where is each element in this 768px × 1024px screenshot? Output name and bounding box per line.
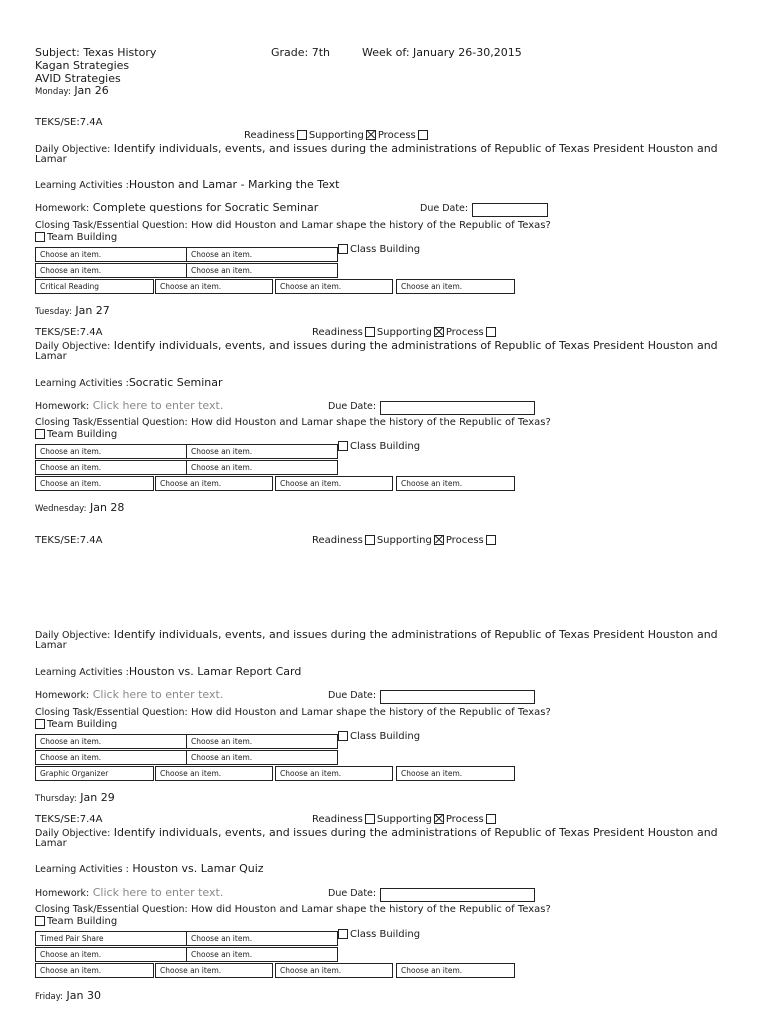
daily-objective-cont: Lamar [35, 154, 67, 165]
avid-dropdown[interactable]: Choose an item. [275, 279, 393, 294]
avid-dropdown[interactable]: Choose an item. [396, 963, 515, 978]
process-checkbox[interactable] [486, 535, 496, 545]
thursday-standard-type: Readiness Supporting Process [312, 814, 498, 825]
team-building: Team Building [35, 916, 117, 927]
homework: Homework: Complete questions for Socratic Seminar [35, 201, 319, 214]
avid-dropdown[interactable]: Choose an item. [155, 766, 273, 781]
closing-task: Closing Task/Essential Question: How did Houston and Lamar shape the history of the Republic of Texas? [35, 417, 551, 428]
avid-dropdown[interactable]: Choose an item. [35, 963, 154, 978]
team-building-checkbox[interactable] [35, 232, 45, 242]
class-building: Class Building [338, 441, 420, 452]
strategy-dropdown[interactable]: Choose an item. [35, 734, 187, 749]
strategy-dropdown[interactable]: Choose an item. [186, 734, 338, 749]
due-date-field[interactable] [380, 690, 535, 704]
class-building: Class Building [338, 929, 420, 940]
learning-activities: Learning Activities : Houston vs. Lamar Quiz [35, 862, 264, 875]
closing-task: Closing Task/Essential Question: How did Houston and Lamar shape the history of the Republic of Texas? [35, 220, 551, 231]
team-building: Team Building [35, 429, 117, 440]
process-checkbox[interactable] [418, 130, 428, 140]
class-building-checkbox[interactable] [338, 441, 348, 451]
subject-text: Subject: Texas History [35, 46, 157, 59]
wednesday-heading: Wednesday: Jan 28 [35, 501, 125, 514]
monday-heading [35, 84, 109, 97]
due-date-label: Due Date: [328, 401, 377, 412]
strategy-dropdown[interactable]: Choose an item. [35, 947, 187, 962]
supporting-checkbox[interactable] [434, 814, 444, 824]
strategy-dropdown[interactable]: Choose an item. [35, 460, 187, 475]
teks-label: TEKS/SE:7.4A [35, 814, 103, 825]
avid-dropdown[interactable]: Choose an item. [396, 279, 515, 294]
avid-dropdown[interactable]: Graphic Organizer [35, 766, 154, 781]
team-building-checkbox[interactable] [35, 719, 45, 729]
avid-dropdown[interactable]: Choose an item. [35, 476, 154, 491]
learning-activities-field[interactable]: Houston vs. Lamar Report Card [128, 665, 302, 678]
due-date-field[interactable] [380, 401, 535, 415]
avid-dropdown[interactable]: Critical Reading [35, 279, 154, 294]
learning-activities: Learning Activities :Houston and Lamar - Marking the Text [35, 178, 340, 191]
homework-field[interactable]: Complete questions for Socratic Seminar [92, 201, 319, 214]
thursday-heading: Thursday: Jan 29 [35, 791, 115, 804]
daily-objective: Daily Objective: Identify individuals, events, and issues during the administrations of Republic of Texas President Houston and [35, 339, 718, 352]
daily-objective: Daily Objective: Identify individuals, events, and issues during the administrations of Republic of Texas President Houston and [35, 142, 718, 155]
class-building: Class Building [338, 244, 420, 255]
homework-field[interactable]: Click here to enter text. [92, 399, 224, 412]
learning-activities: Learning Activities :Socratic Seminar [35, 376, 223, 389]
teks-label: TEKS/SE:7.4A [35, 117, 103, 128]
avid-strategies-heading: AVID Strategies [35, 72, 121, 85]
supporting-checkbox[interactable] [434, 327, 444, 337]
due-date-label: Due Date: [328, 888, 377, 899]
teks-label: TEKS/SE:7.4A [35, 535, 103, 546]
readiness-checkbox[interactable] [297, 130, 307, 140]
strategy-dropdown[interactable]: Choose an item. [186, 931, 338, 946]
day-label: Monday: [35, 87, 71, 97]
closing-task: Closing Task/Essential Question: How did Houston and Lamar shape the history of the Republic of Texas? [35, 707, 551, 718]
daily-objective: Daily Objective: Identify individuals, events, and issues during the administrations of Republic of Texas President Houston and [35, 628, 718, 641]
tuesday-heading: Tuesday: Jan 27 [35, 304, 110, 317]
avid-dropdown[interactable]: Choose an item. [396, 766, 515, 781]
grade-text: Grade: 7th [271, 46, 331, 59]
class-building-checkbox[interactable] [338, 244, 348, 254]
tuesday-standard-type: Readiness Supporting Process [312, 327, 498, 338]
daily-objective-cont: Lamar [35, 640, 67, 651]
readiness-checkbox[interactable] [365, 814, 375, 824]
team-building: Team Building [35, 719, 117, 730]
avid-dropdown[interactable]: Choose an item. [155, 279, 273, 294]
class-building: Class Building [338, 731, 420, 742]
monday-standard-type: Readiness Supporting Process [244, 130, 430, 141]
strategy-dropdown[interactable]: Timed Pair Share [35, 931, 187, 946]
homework: Homework: Click here to enter text. [35, 399, 224, 412]
avid-dropdown[interactable]: Choose an item. [275, 766, 393, 781]
homework: Homework: Click here to enter text. [35, 886, 224, 899]
team-building-checkbox[interactable] [35, 429, 45, 439]
kagan-strategies-heading: Kagan Strategies [35, 59, 130, 72]
process-checkbox[interactable] [486, 814, 496, 824]
strategy-dropdown[interactable]: Choose an item. [186, 947, 338, 962]
due-date-label: Due Date: [420, 203, 469, 214]
team-building: Team Building [35, 232, 117, 243]
readiness-checkbox[interactable] [365, 535, 375, 545]
strategy-dropdown[interactable]: Choose an item. [186, 263, 338, 278]
wednesday-standard-type: Readiness Supporting Process [312, 535, 498, 546]
class-building-checkbox[interactable] [338, 731, 348, 741]
strategy-dropdown[interactable]: Choose an item. [186, 444, 338, 459]
due-date-label: Due Date: [328, 690, 377, 701]
day-date: Jan 26 [74, 84, 109, 97]
strategy-dropdown[interactable]: Choose an item. [35, 750, 187, 765]
due-date-field[interactable] [472, 203, 548, 217]
avid-dropdown[interactable]: Choose an item. [275, 963, 393, 978]
daily-objective-cont: Lamar [35, 838, 67, 849]
avid-dropdown[interactable]: Choose an item. [155, 476, 273, 491]
learning-activities-field[interactable]: Socratic Seminar [128, 376, 223, 389]
homework-field[interactable]: Click here to enter text. [92, 688, 224, 701]
closing-task: Closing Task/Essential Question: How did Houston and Lamar shape the history of the Republic of Texas? [35, 904, 551, 915]
strategy-dropdown[interactable]: Choose an item. [35, 247, 187, 262]
avid-dropdown[interactable]: Choose an item. [275, 476, 393, 491]
friday-heading: Friday: Jan 30 [35, 989, 101, 1002]
supporting-checkbox[interactable] [434, 535, 444, 545]
strategy-dropdown[interactable]: Choose an item. [186, 460, 338, 475]
avid-dropdown[interactable]: Choose an item. [155, 963, 273, 978]
teks-label: TEKS/SE:7.4A [35, 327, 103, 338]
class-building-checkbox[interactable] [338, 929, 348, 939]
homework: Homework: Click here to enter text. [35, 688, 224, 701]
strategy-dropdown[interactable]: Choose an item. [35, 444, 187, 459]
process-checkbox[interactable] [486, 327, 496, 337]
week-text: Week of: January 26-30,2015 [362, 46, 522, 59]
strategy-dropdown[interactable]: Choose an item. [186, 247, 338, 262]
homework-field[interactable]: Click here to enter text. [92, 886, 224, 899]
team-building-checkbox[interactable] [35, 916, 45, 926]
daily-objective: Daily Objective: Identify individuals, events, and issues during the administrations of Republic of Texas President Houston and [35, 826, 718, 839]
strategy-dropdown[interactable]: Choose an item. [186, 750, 338, 765]
readiness-checkbox[interactable] [365, 327, 375, 337]
strategy-dropdown[interactable]: Choose an item. [35, 263, 187, 278]
due-date-field[interactable] [380, 888, 535, 902]
daily-objective-cont: Lamar [35, 351, 67, 362]
learning-activities: Learning Activities :Houston vs. Lamar Report Card [35, 665, 302, 678]
avid-dropdown[interactable]: Choose an item. [396, 476, 515, 491]
learning-activities-field[interactable]: Houston and Lamar - Marking the Text [128, 178, 340, 191]
learning-activities-field[interactable]: Houston vs. Lamar Quiz [128, 862, 264, 875]
supporting-checkbox[interactable] [366, 130, 376, 140]
